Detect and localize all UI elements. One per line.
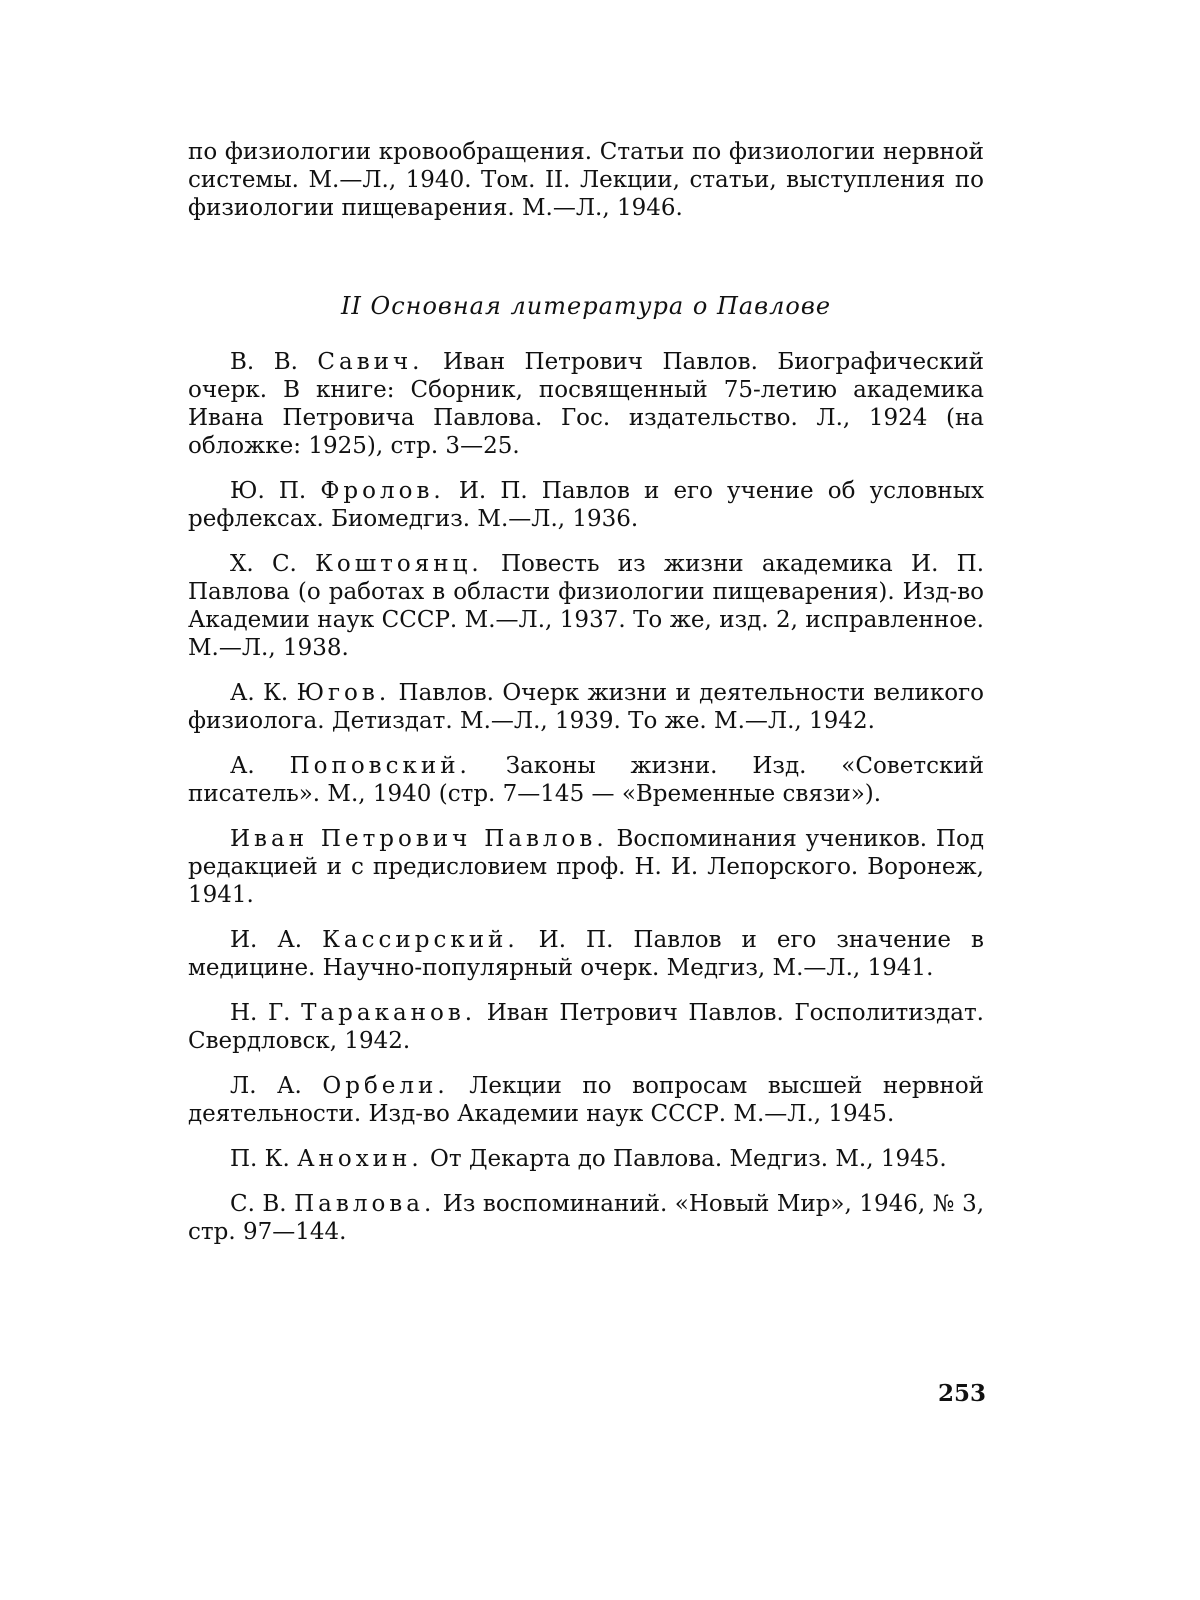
entry-author: Кассирский.	[322, 927, 519, 953]
entry-author: Югов.	[296, 680, 391, 706]
entry-initials: Ю. П.	[230, 478, 307, 504]
entry-initials: В. В.	[230, 349, 298, 375]
bibliography-entry	[188, 1072, 984, 1128]
bibliography-entry	[188, 825, 984, 909]
entry-text: Иван Петрович Павлов. Биографический очерк. В книге: Сборник, посвященный 75-летию академика Ивана Петровича Павлова. Гос. издательство. Л., 1924 (на обложке: 1925), стр. 3—25.	[188, 349, 984, 459]
entry-initials: П. К.	[230, 1146, 290, 1172]
entry-author: Савич.	[317, 349, 424, 375]
entry-initials: Н. Г.	[230, 1000, 291, 1026]
entry-initials: А. К.	[230, 680, 289, 706]
entry-text: Лекции по вопросам высшей нервной деятельности. Изд-во Академии наук СССР. М.—Л., 1945.	[188, 1073, 985, 1127]
continuation-paragraph: по физиологии кровообращения. Статьи по физиологии нервной системы. М.—Л., 1940. Том. II. Лекции, статьи, выступления по физиологии пищеварения. М.—Л., 1946.	[188, 139, 984, 221]
bibliography-entry	[188, 752, 984, 808]
bibliography-entry	[188, 348, 984, 460]
entry-author: Коштоянц.	[315, 551, 483, 577]
entry-initials: С. В.	[230, 1191, 287, 1217]
entry-text: И. П. Павлов и его значение в медицине. Научно-популярный очерк. Медгиз, М.—Л., 1941.	[188, 927, 984, 981]
bibliography-entry	[188, 926, 984, 982]
page-number: 253	[938, 1380, 987, 1407]
entry-author: Иван Петрович Павлов.	[230, 826, 608, 852]
entry-author: Павлова.	[294, 1191, 436, 1217]
bibliography-entry	[188, 679, 984, 735]
bibliography-entry	[188, 1145, 984, 1173]
entry-author: Орбели.	[322, 1073, 449, 1099]
bibliography-entry	[188, 550, 984, 662]
entry-text: Повесть из жизни академика И. П. Павлова (о работах в области физиологии пищеварения). Изд-во Академии наук СССР. М.—Л., 1937. То же, изд. 2, исправленное. М.—Л., 1938.	[188, 551, 985, 661]
entry-text: Воспоминания учеников. Под редакцией и с предисловием проф. Н. И. Лепорского. Воронеж, 1941.	[188, 826, 984, 908]
bibliography-entry	[188, 999, 984, 1055]
entry-initials: Л. А.	[230, 1073, 302, 1099]
entry-text: Павлов. Очерк жизни и деятельности великого физиолога. Детиздат. М.—Л., 1939. То же. М.—Л., 1942.	[188, 680, 985, 734]
bibliography-entry	[188, 477, 984, 533]
entry-text: Законы жизни. Изд. «Советский писатель». М., 1940 (стр. 7—145 — «Временные связи»).	[188, 753, 984, 807]
entry-text: И. П. Павлов и его учение об условных рефлексах. Биомедгиз. М.—Л., 1936.	[188, 478, 984, 532]
entry-author: Тараканов.	[301, 1000, 477, 1026]
entry-author: Анохин.	[297, 1146, 423, 1172]
entry-text: От Декарта до Павлова. Медгиз. М., 1945.	[429, 1146, 947, 1172]
bibliography-entry	[188, 1190, 984, 1246]
entry-text: Из воспоминаний. «Новый Мир», 1946, № 3, стр. 97—144.	[188, 1191, 985, 1245]
entry-author: Поповский.	[289, 753, 471, 779]
entry-initials: А.	[230, 753, 255, 779]
document-page	[188, 138, 987, 1438]
entry-text: Иван Петрович Павлов. Госполитиздат. Свердловск, 1942.	[188, 1000, 984, 1054]
section-heading: II Основная литература о Павлове	[340, 292, 832, 320]
entry-initials: И. А.	[230, 927, 303, 953]
entry-author: Фролов.	[320, 478, 445, 504]
entry-initials: Х. С.	[230, 551, 297, 577]
